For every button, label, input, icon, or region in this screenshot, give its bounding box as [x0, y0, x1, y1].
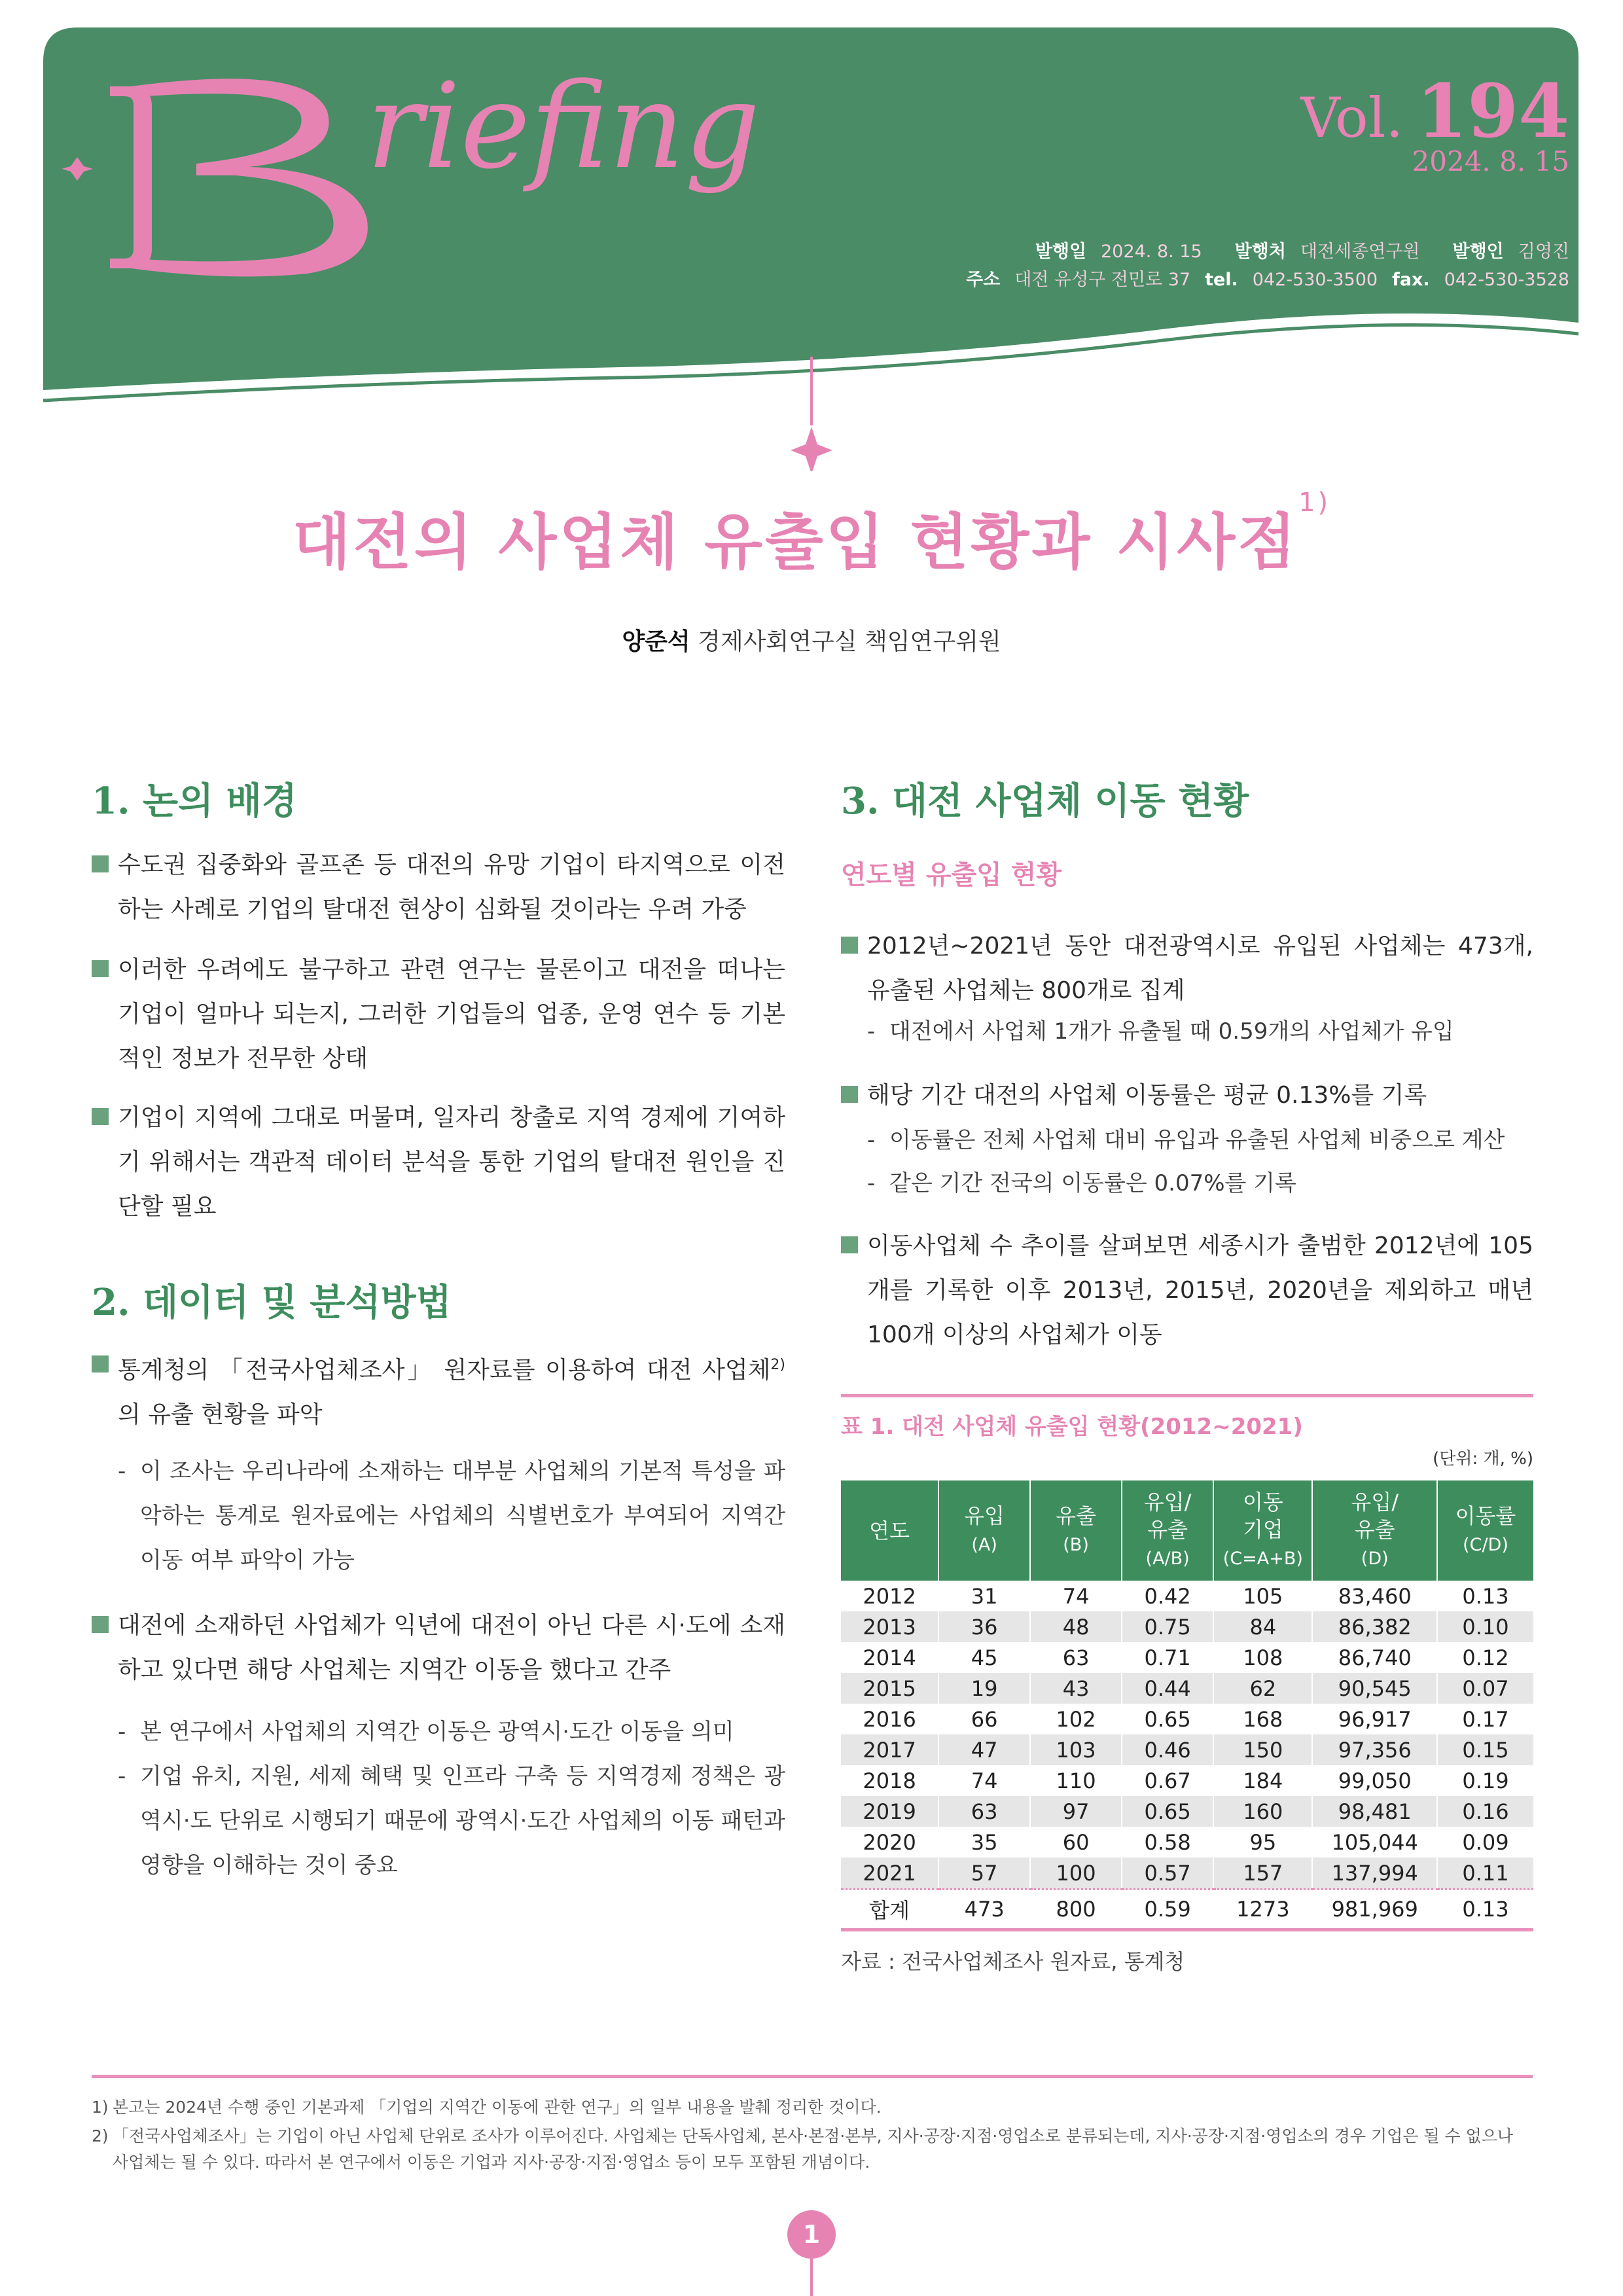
- table-row: 2012 31 74 0.42 105 83,460 0.13: [841, 1581, 1533, 1611]
- svg-text:riefing: riefing: [366, 58, 760, 195]
- article-title: [0, 488, 1623, 581]
- fax-label: fax.: [1392, 270, 1430, 290]
- col-header: 연도: [841, 1480, 938, 1581]
- footnote-2: 2) 「전국사업체조사」는 기업이 아닌 사업체 단위로 조사가 이루어진다. 사업체는 단독사업체, 본사·본점·본부, 지사·공장·지점·영업소로 분류되는데, 지사·공장·지점·영업소의 경우 기업은 될 수 없으나 사업체는 될 수 있다. 따라서 본 연구에서 이동은 기업과 지사·공장·지점·영업소 등이 모두 포함된 개념이다.: [92, 2126, 1514, 2172]
- bullet-square-icon: [92, 1616, 109, 1633]
- table-row: 2020 35 60 0.58 95 105,044 0.09: [841, 1827, 1533, 1857]
- title-footnote-ref[interactable]: 1): [1298, 488, 1331, 518]
- tel: 042-530-3500: [1252, 270, 1378, 290]
- publication-info-line1: [1035, 237, 1569, 262]
- table-row: 2019 63 97 0.65 160 98,481 0.16: [841, 1796, 1533, 1827]
- sec3-sub-2: - 이동률은 전체 사업체 대비 유입과 유출된 사업체 비중으로 계산: [867, 1127, 1505, 1153]
- sec3-sub-1: - 대전에서 사업체 1개가 유출될 때 0.59개의 사업체가 유입: [867, 1018, 1454, 1045]
- sec2-bullet-2: 대전에 소재하던 사업체가 익년에 대전이 아닌 다른 시·도에 소재하고 있다면 해당 사업체는 지역간 이동을 했다고 간주: [92, 1604, 785, 1693]
- table-row: 2014 45 63 0.71 108 86,740 0.12: [841, 1642, 1533, 1673]
- sec3-bullet-1: 2012년~2021년 동안 대전광역시로 유입된 사업체는 473개, 유출된 사업체는 800개로 집계: [841, 924, 1533, 1013]
- sec2-bullet-1-text-a: 통계청의 「전국사업체조사」 원자료를 이용하여 대전 사업체: [118, 1357, 771, 1384]
- tel-label: tel.: [1205, 270, 1238, 290]
- table-total-row: 합계 473 800 0.59 1273 981,969 0.13: [841, 1890, 1533, 1930]
- table-row: 2013 36 48 0.75 84 86,382 0.10: [841, 1611, 1533, 1642]
- vol-number: 194: [1416, 69, 1569, 154]
- table-top-rule: [841, 1394, 1533, 1397]
- sec1-bullet-1: 수도권 집중화와 골프존 등 대전의 유망 기업이 타지역으로 이전하는 사례로 기업의 탈대전 현상이 심화될 것이라는 우려 가중: [92, 843, 785, 932]
- table-row: 2015 19 43 0.44 62 90,545 0.07: [841, 1673, 1533, 1704]
- vol-prefix: Vol.: [1300, 86, 1404, 150]
- col-header: 이동률 (C/D): [1437, 1480, 1533, 1581]
- section-1-heading: 1. 논의 배경: [92, 780, 297, 823]
- table-row: 2018 74 110 0.67 184 99,050 0.19: [841, 1765, 1533, 1796]
- bullet-square-icon: [92, 855, 109, 872]
- table-row: 2017 47 103 0.46 150 97,356 0.15: [841, 1734, 1533, 1765]
- sec2-sub-3: - 기업 유치, 지원, 세제 혜택 및 인프라 구축 등 지역경제 정책은 광역시·도 단위로 시행되기 때문에 광역시·도간 사업체의 이동 패턴과 영향을 이해하는 것이 중요: [118, 1763, 785, 1878]
- section-3-heading: 3. 대전 사업체 이동 현황: [841, 780, 1249, 823]
- fax: 042-530-3528: [1444, 270, 1569, 290]
- sparkle-icon: [791, 427, 832, 471]
- sec3-bullet-3: 이동사업체 수 추이를 살펴보면 세종시가 출범한 2012년에 105개를 기록한 이후 2013년, 2015년, 2020년을 제외하고 매년 100개 이상의 사업체가 이동: [841, 1224, 1533, 1357]
- footnote-ref-2[interactable]: 2): [770, 1357, 785, 1373]
- table-source: 자료 : 전국사업체조사 원자료, 통계청: [841, 1949, 1185, 1974]
- table-caption: 표 1. 대전 사업체 유출입 현황(2012~2021): [841, 1414, 1303, 1440]
- page-number: 1: [802, 2220, 821, 2249]
- publisher: 대전세종연구원: [1300, 242, 1420, 262]
- publisher-label: 발행처: [1234, 242, 1286, 262]
- sec1-bullet-2: 이러한 우려에도 불구하고 관련 연구는 물론이고 대전을 떠나는 기업이 얼마나 되는지, 그러한 기업들의 업종, 운영 연수 등 기본적인 정보가 전무한 상태: [92, 948, 785, 1081]
- col-header: 유입/ 유출 (D): [1312, 1480, 1436, 1581]
- issuer: 김영진: [1518, 242, 1569, 262]
- col-header: 이동 기업 (C=A+B): [1213, 1480, 1312, 1581]
- sec3-sub-3: - 같은 기간 전국의 이동률은 0.07%를 기록: [867, 1170, 1296, 1196]
- volume-label: [1300, 69, 1569, 154]
- pub-date: 2024. 8. 15: [1101, 242, 1202, 262]
- author-role: 경제사회연구실 책임연구위원: [698, 628, 1001, 655]
- section-3-subheading: 연도별 유출입 현황: [841, 860, 1061, 890]
- pub-date-label: 발행일: [1035, 242, 1087, 262]
- col-header: 유입/ 유출 (A/B): [1122, 1480, 1213, 1581]
- sec2-sub-1: - 이 조사는 우리나라에 소재하는 대부분 사업체의 기본적 특성을 파악하는 통계로 원자료에는 사업체의 식별번호가 부여되어 지역간 이동 여부 파악이 가능: [118, 1458, 785, 1573]
- table-unit: (단위: 개, %): [1433, 1449, 1533, 1469]
- bullet-square-icon: [841, 1086, 858, 1103]
- col-header: 유입 (A): [938, 1480, 1030, 1581]
- page-number-connector: [810, 2257, 813, 2296]
- bullet-square-icon: [92, 1355, 109, 1372]
- author-line: [0, 623, 1623, 656]
- bullet-square-icon: [841, 937, 858, 954]
- publication-info-line2: [966, 265, 1569, 291]
- table-header-row: [841, 1480, 1533, 1581]
- sec3-bullet-2: 해당 기간 대전의 사업체 이동률은 평균 0.13%를 기록: [841, 1073, 1533, 1118]
- table-row: 2021 57 100 0.57 157 137,994 0.11: [841, 1857, 1533, 1890]
- footnote-rule: [92, 2075, 1533, 2078]
- issue-date: 2024. 8. 15: [1412, 145, 1569, 177]
- sec2-bullet-1-text-b: 의 유출 현황을 파악: [118, 1401, 323, 1428]
- bullet-square-icon: [841, 1236, 858, 1253]
- data-table: [841, 1480, 1533, 1931]
- table-row: 2016 66 102 0.65 168 96,917 0.17: [841, 1704, 1533, 1734]
- article-title-text: 대전의 사업체 유출입 현황과 시사점: [292, 507, 1299, 577]
- section-2-heading: 2. 데이터 및 분석방법: [92, 1281, 452, 1324]
- bullet-square-icon: [92, 960, 109, 977]
- sec2-sub-2: - 본 연구에서 사업체의 지역간 이동은 광역시·도간 이동을 의미: [118, 1719, 734, 1745]
- address: 대전 유성구 전민로 37: [1014, 270, 1191, 290]
- col-header: 유출 (B): [1030, 1480, 1122, 1581]
- issuer-label: 발행인: [1452, 242, 1504, 262]
- footnote-1: 1) 본고는 2024년 수행 중인 기본과제 「기업의 지역간 이동에 관한 연구」의 일부 내용을 발췌 정리한 것이다.: [92, 2098, 882, 2117]
- address-label: 주소: [966, 270, 1001, 290]
- author-name: 양준석: [622, 628, 690, 655]
- sec1-bullet-3: 기업이 지역에 그대로 머물며, 일자리 창출로 지역 경제에 기여하기 위해서는 객관적 데이터 분석을 통한 기업의 탈대전 원인을 진단할 필요: [92, 1096, 785, 1229]
- bullet-square-icon: [92, 1108, 109, 1125]
- sec2-bullet-1: [92, 1343, 785, 1437]
